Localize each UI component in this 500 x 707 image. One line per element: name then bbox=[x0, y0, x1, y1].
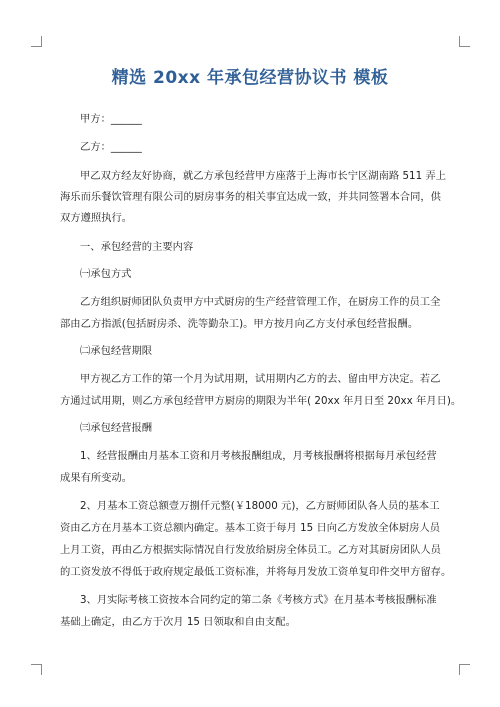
paragraph-line: 2、月基本工资总额壹万捌仟元整(￥18000 元)，乙方厨师团队各人员的基本工 bbox=[80, 500, 440, 512]
party-a-line: 甲方：______ bbox=[80, 113, 142, 125]
crop-mark-bottom-right bbox=[459, 664, 470, 675]
subsection-heading: ㈢承包经营报酬 bbox=[80, 422, 153, 434]
paragraph-line: 双方遵照执行。 bbox=[60, 212, 133, 224]
document-title: 精选 20xx 年承包经营协议书 模板 bbox=[111, 68, 389, 88]
paragraph-line: 基础上确定，由乙方于次月 15 日领取和自由支配。 bbox=[60, 616, 296, 628]
section-heading: 一、承包经营的主要内容 bbox=[80, 241, 194, 253]
paragraph-line: 甲方视乙方工作的第一个月为试用期，试用期内乙方的去、留由甲方决定。若乙 bbox=[80, 373, 441, 385]
subsection-heading: ㈠承包方式 bbox=[80, 268, 132, 280]
paragraph-line: 的工资发放不得低于政府规定最低工资标准，并将每月发放工资单复印件交甲方留存。 bbox=[60, 566, 452, 578]
paragraph-line: 1、经营报酬由月基本工资和月考核报酬组成，月考核报酬将根据每月承包经营 bbox=[80, 450, 437, 462]
subsection-heading: ㈡承包经营期限 bbox=[80, 345, 153, 357]
paragraph-line: 3、月实际考核工资按本合同约定的第二条《考核方式》在月基本考核报酬标准 bbox=[80, 594, 437, 606]
paragraph-line: 资由乙方在月基本工资总额内确定。基本工资于每月 15 日向乙方发放全体厨房人员 bbox=[60, 522, 441, 534]
crop-mark-bottom-left bbox=[31, 664, 42, 675]
paragraph-line: 部由乙方指派(包括厨房杀、洗等勤杂工)。甲方按月向乙方支付承包经营报酬。 bbox=[60, 318, 419, 330]
paragraph-line: 上月工资，再由乙方根据实际情况自行发放给厨房全体员工。乙方对其厨房团队人员 bbox=[60, 544, 441, 556]
paragraph-line: 甲乙双方经友好协商，就乙方承包经营甲方座落于上海市长宁区湖南路 511 弄上 bbox=[80, 170, 446, 182]
paragraph-line: 乙方组织厨师团队负责甲方中式厨房的生产经营管理工作，在厨房工作的员工全 bbox=[80, 296, 441, 308]
party-b-line: 乙方：______ bbox=[80, 141, 142, 153]
crop-mark-top-left bbox=[31, 36, 42, 47]
paragraph-line: 海乐而乐餐饮管理有限公司的厨房事务的相关事宜达成一致，并共同签署本合同，供 bbox=[60, 191, 441, 203]
crop-mark-top-right bbox=[459, 36, 470, 47]
paragraph-line: 方通过试用期，则乙方承包经营甲方厨房的期限为半年( 20xx 年月日至 20xx 年月日)。 bbox=[60, 395, 462, 407]
paragraph-line: 成果有所变动。 bbox=[60, 472, 133, 484]
